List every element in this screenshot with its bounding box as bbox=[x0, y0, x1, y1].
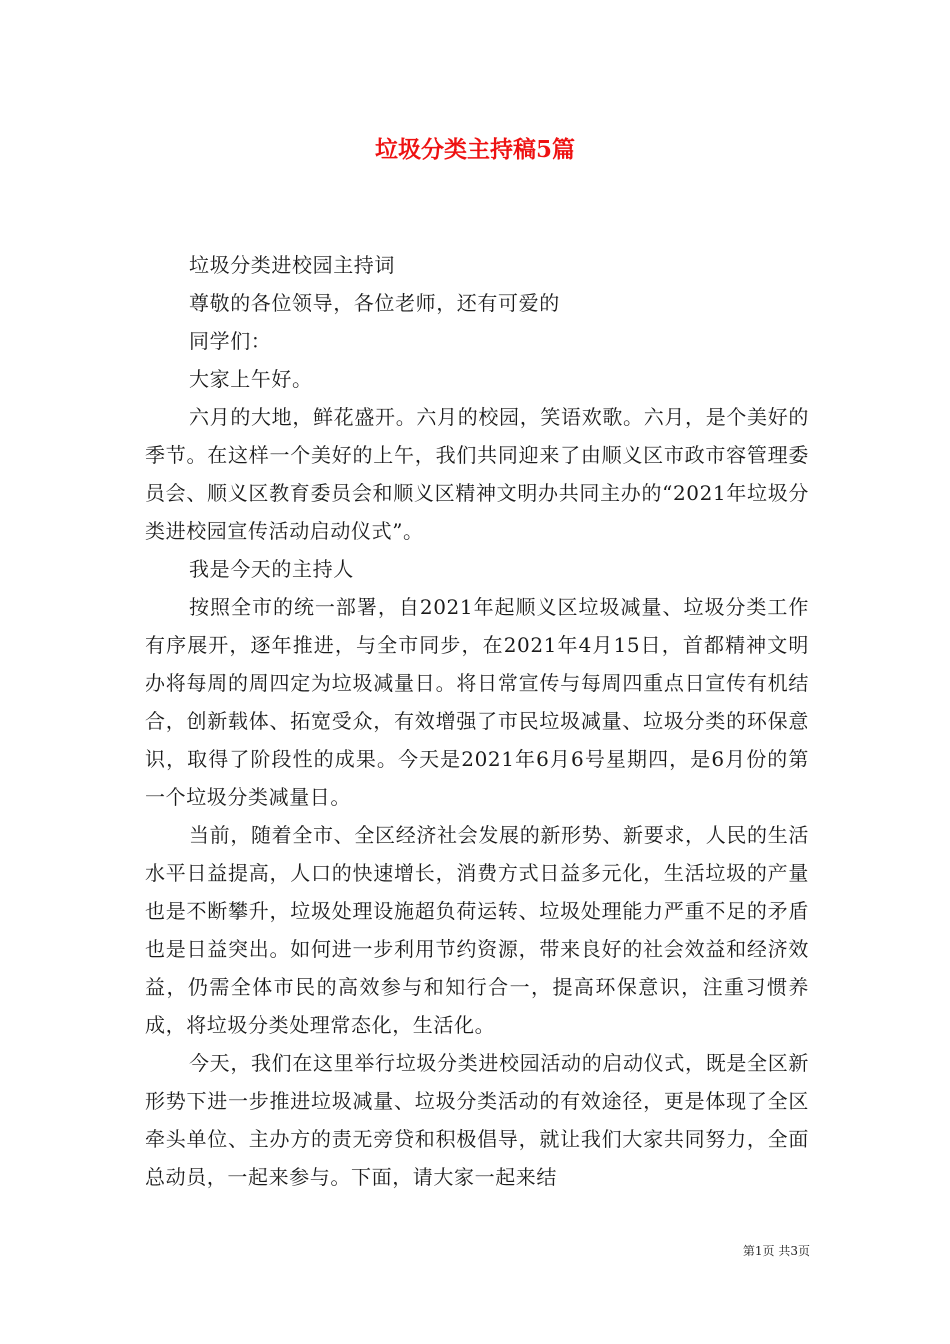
paragraph: 尊敬的各位领导，各位老师，还有可爱的 bbox=[189, 291, 560, 315]
page-number-footer: 第1页 共3页 bbox=[742, 1244, 810, 1258]
paragraph: 同学们： bbox=[189, 329, 272, 353]
paragraph: 我是今天的主持人 bbox=[189, 557, 354, 581]
paragraph: 六月的大地，鲜花盛开。六月的校园，笑语欢歌。六月，是个美好的季节。在这样一个美好的上午，我们共同迎来了由顺义区市政市容管理委员会、顺义区教育委员会和顺义区精神文明办共同主办的“2021年垃圾分类进校园宣传活动启动仪式”。 bbox=[145, 405, 809, 543]
paragraph: 按照全市的统一部署，自2021年起顺义区垃圾减量、垃圾分类工作有序展开，逐年推进，与全市同步，在2021年4月15日，首都精神文明办将每周的周四定为垃圾减量日。将日常宣传与每周四重点日宣传有机结合，创新载体、拓宽受众，有效增强了市民垃圾减量、垃圾分类的环保意识，取得了阶段性的成果。今天是2021年6月6号星期四，是6月份的第一个垃圾分类减量日。 bbox=[145, 595, 809, 809]
document-body bbox=[145, 246, 809, 1196]
paragraph: 今天，我们在这里举行垃圾分类进校园活动的启动仪式，既是全区新形势下进一步推进垃圾减量、垃圾分类活动的有效途径，更是体现了全区牵头单位、主办方的责无旁贷和积极倡导，就让我们大家共同努力，全面总动员，一起来参与。下面，请大家一起来结 bbox=[145, 1051, 809, 1189]
paragraph: 大家上午好。 bbox=[189, 367, 313, 391]
paragraph: 垃圾分类进校园主持词 bbox=[189, 253, 395, 277]
document-title: 垃圾分类主持稿5篇 bbox=[374, 136, 575, 163]
paragraph: 当前，随着全市、全区经济社会发展的新形势、新要求，人民的生活水平日益提高，人口的快速增长，消费方式日益多元化，生活垃圾的产量也是不断攀升，垃圾处理设施超负荷运转、垃圾处理能力严重不足的矛盾也是日益突出。如何进一步利用节约资源，带来良好的社会效益和经济效益，仍需全体市民的高效参与和知行合一，提高环保意识，注重习惯养成，将垃圾分类处理常态化，生活化。 bbox=[145, 823, 809, 1037]
